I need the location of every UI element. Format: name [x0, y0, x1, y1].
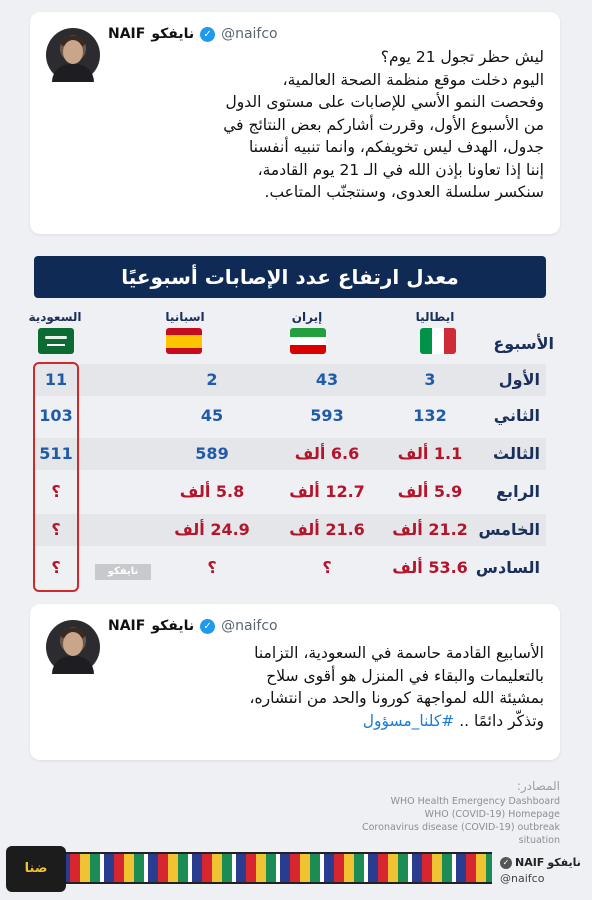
flag-stripe: [166, 335, 202, 348]
tweet-author[interactable]: [108, 26, 278, 42]
tweet-line: بالتعليمات والبقاء في المنزل هو أقوى سلاح: [266, 666, 544, 685]
spain-value: 45: [200, 406, 224, 425]
tweet-line: اليوم دخلت موقع منظمة الصحة العالمية،: [282, 70, 544, 89]
spain-value: 5.8 ألف: [179, 482, 245, 501]
week-label: الثاني: [493, 406, 540, 425]
italy-value: 3: [424, 370, 436, 389]
spain-value: 2: [206, 370, 218, 389]
site-logo: ضنا: [6, 846, 66, 892]
flag-sword-mark: [47, 344, 65, 346]
avatar-face: [63, 632, 83, 656]
tweet-line: الأسابيع القادمة حاسمة في السعودية، التزامنا: [254, 644, 544, 662]
flag-stripe: [444, 328, 456, 354]
italy-value: 21.2 ألف: [392, 520, 468, 539]
tweet-line: من الأسبوع الأول، وقررت أشاركم بعض النتائج في: [223, 115, 544, 134]
saudi-flag-icon: [38, 328, 74, 354]
week-label: الثالث: [493, 444, 540, 463]
verified-icon: ✓: [500, 857, 512, 869]
tweet-line: [110, 710, 544, 733]
tweet-text: [110, 46, 544, 204]
italy-value: 1.1 ألف: [397, 444, 463, 463]
decorative-pattern-band: [60, 852, 492, 884]
country-label-iran: إيران: [291, 310, 323, 324]
footer-name-line: [500, 856, 586, 869]
spain-value: ؟: [207, 558, 217, 577]
country-label-italy: ايطاليا: [415, 310, 455, 324]
iran-flag-icon: [290, 328, 326, 354]
iran-value: 593: [310, 406, 344, 425]
flag-stripe: [432, 328, 444, 354]
flag-stripe: [420, 328, 432, 354]
avatar[interactable]: [46, 28, 100, 82]
verified-icon: ✓: [200, 619, 215, 634]
italy-flag-icon: [420, 328, 456, 354]
saudi-value: ؟: [51, 558, 61, 577]
flag-script-mark: [45, 336, 67, 339]
table-row: [34, 476, 546, 508]
author-name-ar: نايفكو: [151, 26, 195, 42]
iran-value: ؟: [322, 558, 332, 577]
iran-value: 21.6 ألف: [289, 520, 365, 539]
table-row: [34, 438, 546, 470]
tweet-line-prefix: وتذكّر دائمًا ..: [459, 711, 544, 730]
avatar[interactable]: [46, 620, 100, 674]
iran-value: 6.6 ألف: [294, 444, 360, 463]
italy-value: 5.9 ألف: [397, 482, 463, 501]
tweet-text: [110, 642, 544, 732]
week-label: الخامس: [478, 520, 540, 539]
week-label: السادس: [475, 558, 540, 577]
author-handle[interactable]: @naifco: [221, 618, 278, 634]
week-label: الأول: [498, 370, 540, 389]
tweet-author[interactable]: [108, 618, 278, 634]
author-name-ar: نايفكو: [151, 618, 195, 634]
footer-name-en: NAIF: [515, 856, 545, 869]
country-label-spain: اسبانيا: [165, 310, 205, 324]
source-item: Coronavirus disease (COVID-19) outbreak situation: [361, 822, 560, 846]
footer-handle: @naifco: [500, 872, 545, 885]
iran-value: 43: [315, 370, 339, 389]
avatar-face: [63, 40, 83, 64]
table-row: [34, 400, 546, 432]
tweet-line: بمشيئة الله لمواجهة كورونا والحد من انتشاره،: [249, 689, 544, 707]
tweet-line: وفحصت النمو الأسي للإصابات على مستوى الدول: [225, 93, 544, 111]
flag-stripe: [290, 337, 326, 346]
iran-value: 12.7 ألف: [289, 482, 365, 501]
verified-icon: ✓: [200, 27, 215, 42]
tweet-card-closing: [30, 604, 560, 760]
table-row: [34, 364, 546, 396]
author-name-en: NAIF: [108, 26, 146, 42]
footer-name-ar: نايفكو: [547, 856, 581, 869]
saudi-value: 103: [39, 406, 73, 425]
tweet-line: جدول، الهدف ليس تخويفكم، وانما تنبيه أنفسنا: [248, 138, 544, 156]
week-label: الرابع: [496, 482, 540, 501]
tweet-line: ليش حظر تجول 21 يوم؟: [380, 48, 544, 66]
author-name-en: NAIF: [108, 618, 146, 634]
source-item: WHO (COVID-19) Homepage: [424, 809, 560, 820]
flag-stripe: [290, 328, 326, 337]
tweet-line: إننا إذا تعاونا بإذن الله في الـ 21 يوم القادمة،: [257, 160, 544, 179]
spain-flag-icon: [166, 328, 202, 354]
table-title: معدل ارتفاع عدد الإصابات أسبوعيًا: [34, 256, 546, 298]
spain-value: 24.9 ألف: [174, 520, 250, 539]
italy-value: 132: [413, 406, 447, 425]
author-handle[interactable]: @naifco: [221, 26, 278, 42]
avatar-shoulder: [52, 656, 94, 674]
saudi-value: 11: [44, 370, 68, 389]
hashtag-link[interactable]: #كلنا_مسؤول: [362, 711, 455, 730]
source-item: WHO Health Emergency Dashboard: [390, 796, 560, 807]
sources-block: [340, 780, 560, 847]
italy-value: 53.6 ألف: [392, 558, 468, 577]
table-watermark: نايفكو: [95, 564, 151, 580]
footer-author: [500, 856, 586, 885]
country-label-saudi: السعودية: [28, 310, 82, 324]
tweet-line: سنكسر سلسلة العدوى، وسنتجنّب المتاعب.: [264, 183, 544, 201]
avatar-shoulder: [52, 64, 94, 82]
table-row: [34, 514, 546, 546]
flag-stripe: [290, 345, 326, 354]
saudi-highlight-box: [33, 362, 79, 592]
tweet-card-intro: [30, 12, 560, 234]
sources-title: المصادر:: [516, 779, 560, 793]
saudi-value: ؟: [51, 520, 61, 539]
saudi-value: ؟: [51, 482, 61, 501]
week-column-header: الأسبوع: [493, 334, 554, 353]
flag-stripe: [166, 348, 202, 355]
spain-value: 589: [195, 444, 229, 463]
saudi-value: 511: [39, 444, 73, 463]
